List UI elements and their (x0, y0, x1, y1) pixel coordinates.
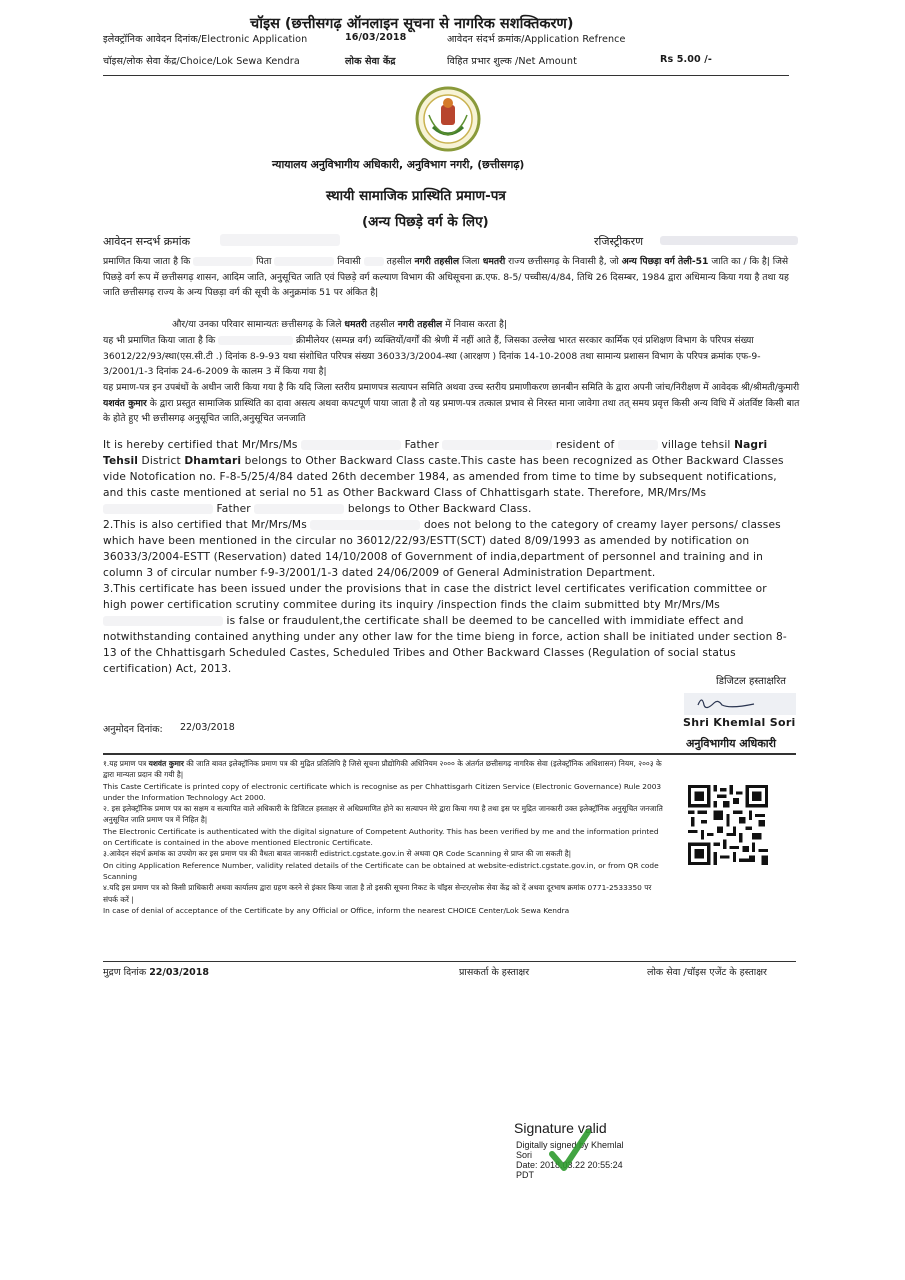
amount-label: विहित प्रभार शुल्क /Net Amount (447, 56, 577, 67)
court-heading: न्यायालय अनुविभागीय अधिकारी, अनुविभाग नगरी, (छत्तीसगढ़) (272, 158, 525, 171)
signature-valid-status: Signature valid (514, 1120, 607, 1136)
english-para-1: It is hereby certified that Mr/Mrs/Ms Father resident of village tehsil Nagri Tehsil District Dhamtari belongs to Other Backward Class caste.This caste has been recognized as Other Backward Classes vide Notofication no. F-8-5/25/4/84 dated 26th december 1984, as amended from time to time by subsequent notifications, and this caste mentioned at serial no 51 as Other Backward Class of Chhattisgarh state. Therefore, MR/Mrs/Ms Father belongs to Other Backward Class. (103, 439, 784, 516)
header-divider (103, 75, 789, 76)
hindi-para-1: प्रमाणित किया जाता है कि पिता निवासी तहसील नगरी तहसील जिला धमतरी राज्य छत्तीसगढ़ के निवासी है, जो अन्य पिछड़ा वर्ग तेली-51 जाति का / कि है| जिसे पिछड़े वर्ग रूप में छत्तीसगढ़ शासन, आदिम जाति, अनुसूचित जाति एवं पिछड़े वर्ग कल्याण विभाग की अधिसूचना क्र.एफ. 8-5/ पच्चीस/4/84, तिथि 26 दिसम्बर, 1984 द्वारा अधिमान्य किया गया है तथा यह जाति छत्तीसगढ़ राज्य के अन्य पिछड़ा वर्ग की सूची के अनुक्रमांक 51 पर अंकित है| (103, 256, 789, 298)
agent-signature-label: लोक सेवा /चॉइस एजेंट के हस्ताक्षर (647, 967, 767, 978)
english-para-2: 2.This is also certified that Mr/Mrs/Ms does not belong to the category of creamy layer persons/ classes which have been mentioned in the circular no 36012/22/93/ESTT(SCT) dated 8/09/1993 as amended by notification on 36033/3/2004-ESTT (Reservation) dated 14/10/2008 of Government of india,department of personnel and training and in column 3 of circular number f-9-3/2001/1-3 dated 24/06/2009 of General Administration Department. (103, 519, 781, 580)
hindi-para-4: यह प्रमाण-पत्र इन उपबंधों के अधीन जारी किया गया है कि यदि जिला स्तरीय प्रमाणपत्र सत्यापन समिति अथवा उच्च स्तरीय प्रमाणीकरण छानबीन समिति के द्वारा अपनी जांच/निरीक्षण में आवेदक श्री/श्रीमती/कुमारी यशवंत कुमार के द्वारा प्रस्तुत सामाजिक प्रास्थिति का दावा असत्य अथवा कपटपूर्ण पाया जाता है तो यह प्रमाण-पत्र तत्काल प्रभाव से निरस्त माना जावेगा तथा तत् समय प्रवृत्त किसी अन्य विधि में अंतर्विष्ट किसी बात के होते हुए भी छत्तीसगढ़ अनुसूचित जाति,अनुसूचित जनजाति (103, 382, 800, 424)
checkmark-icon (548, 1128, 592, 1174)
certificate-title: स्थायी सामाजिक प्रास्थिति प्रमाण-पत्र (326, 188, 506, 204)
sig-line-3: Date: 2018.03.22 20:55:24 (516, 1160, 623, 1170)
state-emblem-icon (415, 85, 481, 153)
amount-value: Rs 5.00 /- (660, 54, 712, 65)
sig-line-1: Digitally signed by Khemlal (516, 1140, 624, 1150)
redacted-reg (660, 236, 798, 245)
sig-line-2: Sori (516, 1150, 533, 1160)
issuer-signature-label: प्रासकर्ता के हस्ताक्षर (459, 967, 530, 978)
approval-date-label: अनुमोदन दिनांक: (103, 724, 163, 735)
hindi-para-2: और/या उनका परिवार सामान्यतः छत्तीसगढ़ के जिले धमतरी तहसील नगरी तहसील में निवास करता है| (172, 319, 508, 330)
footer-divider (103, 753, 796, 755)
app-ref-label: आवेदन संदर्भ क्रमांक/Application Refrence (447, 34, 626, 45)
ref-label: आवेदन सन्दर्भ क्रमांक (103, 235, 191, 248)
kendra-value: लोक सेवा केंद्र (345, 56, 396, 67)
portal-title: चॉइस (छत्तीसगढ़ ऑनलाइन सूचना से नागरिक सशक्तिकरण) (250, 16, 574, 32)
approval-date: 22/03/2018 (180, 722, 235, 733)
print-date-label: मुद्रण दिनांक 22/03/2018 (103, 967, 210, 978)
digital-signed-label: डिजिटल हस्ताक्षरित (716, 676, 786, 687)
redacted-ref (220, 234, 340, 246)
certificate-subtitle: (अन्य पिछड़े वर्ग के लिए) (362, 214, 489, 230)
kendra-label: चॉइस/लोक सेवा केंद्र/Choice/Lok Sewa Kendra (103, 56, 300, 67)
english-para-3: 3.This certificate has been issued under the provisions that in case the district level certificates verification committee or high power certification scrutiny commitee during its inquiry /inspection finds the claim submitted bty Mr/Mrs/Ms is false or fraudulent,the certificate shall be deemed to be cancelled with immidiate effect and notwithstanding contained anything under any other law for the time bieng in force, action shall be initiated under section 8-13 of the Chhattisgarh Scheduled Castes, Scheduled Tribes and Other Backward Classes (Regulation of social status certification) Act, 2013. (103, 583, 787, 675)
officer-designation: अनुविभागीय अधिकारी (686, 737, 776, 750)
footer-notes: १.यह प्रमाण पत्र यशवंत कुमार की जाति बावत इलेक्ट्रॉनिक प्रमाण पत्र की मुद्रित प्रतिलिपि है जिसे सूचना प्रौद्योगिकी अधिनियम २००० के अंतर्गत छत्तीसगढ़ नागरिक सेवा (इलेक्ट्रॉनिक अधिशासन) नियम, २००३ के द्वारा मान्यता प्रदान की गयी है| This Caste Certificate is printed copy of electronic certificate which is recognise as per Chhattisgarh Citizen Service (Electronic Governance) Rule 2003 under the Information Technology Act 2000. २. इस इलेक्ट्रॉनिक प्रमाण पत्र का सक्षम व सत्यापित वाले अधिकारी के डिजिटल हस्ताक्षर से अधिप्रमाणित होने का सत्यापन मेरे द्वारा किया गया है तथा इस पर मुद्रित जानकारी उक्त इलेक्ट्रॉनिक अनुसूचित जनजाति अनुसूचित जाति प्रमाण पत्र में निहित है| The Electronic Certificate is authenticated with the digital signature of Competent Authority. This has been verified by me and the information printed on Certificate is contained in the above mentioned Electronic Certificate. ३.आवेदन संदर्भ क्रमांक का उपयोग कर इस प्रमाण पत्र की वैधता बावत जानकारी edistrict.cgstate.gov.in से अथवा QR Code Scanning से प्राप्त की जा सकती है| On citing Application Reference Number, validity related details of the Certificate can be obtained at website-edistrict.cgstate.gov.in, or from QR code Scanning ४.यदि इस प्रमाण पत्र को किसी प्राधिकारी अथवा कार्यालय द्वारा ग्रहण करने से इंकार किया जाता है तो इसकी सूचना निकट के चॉइस सेन्टर/लोक सेवा केंद्र को दें अथवा दूरभाष क्रमांक 0771-2533350 पर संपर्क करें | In case of denial of acceptance of the Certificate by any Official or Office, inform the nearest CHOICE Center/Lok Sewa Kendra (103, 759, 663, 915)
app-date-label: इलेक्ट्रॉनिक आवेदन दिनांक/Electronic Application (103, 34, 308, 45)
footer-bottom-divider (103, 961, 796, 962)
hindi-para-3: यह भी प्रमाणित किया जाता है कि क्रीमीलेयर (सम्पन्न वर्ग) व्यक्तियों/वर्गों की श्रेणी में नहीं आते हैं, जिसका उल्लेख भारत सरकार कार्मिक एवं प्रशिक्षण विभाग के परिपत्र संख्या 36012/22/93/स्था(एस.सी.टी .) दिनांक 8-9-93 यथा संशोधित परिपत्र संख्या 36033/3/2004-स्था (आरक्षण ) दिनांक 14-10-2008 तथा सामान्य प्रशासन विभाग के परिपत्र क्रमांक एफ-9-3/2001/1-3 दिनांक 24-6-2009 के कालम 3 में किया गया है| (103, 335, 761, 377)
sig-line-4: PDT (516, 1170, 534, 1180)
officer-signature-icon (684, 693, 796, 715)
app-date: 16/03/2018 (345, 32, 407, 43)
officer-name: Shri Khemlal Sori (683, 716, 796, 729)
qr-code-icon (688, 785, 768, 865)
reg-label: रजिस्ट्रीकरण (594, 235, 644, 248)
